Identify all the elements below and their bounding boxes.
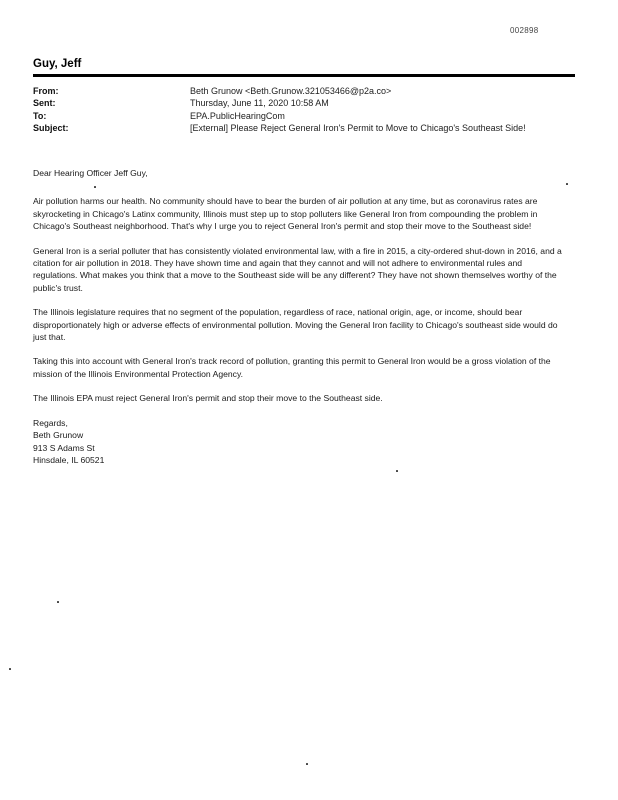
from-row [33,85,573,97]
from-label: From: [33,86,59,96]
scan-speck [396,470,398,472]
body-paragraph: Air pollution harms our health. No community should have to bear the burden of air pollution at any time, but as coronavirus rates are skyrocketing in Chicago's Latinx community, Illinois must step up to stop polluters like General Iron from compounding the problem in Chicago's Southeast neighborhood. That's why I urge you to reject General Iron's permit and stop their move to the Southeast side! [33,196,538,232]
sent-row [33,97,573,109]
scan-speck [306,763,308,765]
salutation: Dear Hearing Officer Jeff Guy, [33,168,148,178]
email-body [33,167,563,466]
sent-value: Thursday, June 11, 2020 10:58 AM [190,98,329,109]
body-paragraph: The Illinois EPA must reject General Iron's permit and stop their move to the Southeast side. [33,393,383,404]
body-paragraph: The Illinois legislature requires that no segment of the population, regardless of race, national origin, age, or income, should bear disproportionately high or adverse effects of environmental pollution. Moving the General Iron facility to Chicago's southeast side would do just that. [33,307,558,343]
signature-block [33,417,563,467]
email-headers [33,85,573,135]
sent-label: Sent: [33,98,56,109]
scan-speck [566,183,568,185]
body-paragraph: General Iron is a serial polluter that has consistently violated environmental law, with a fire in 2015, a city-ordered shut-down in 2016, and a citation for air pollution in 2018. They have shown time and again that they cannot and will not adhere to environmental rules and regulations. What makes you think that a move to the Southeast side will be any different? They have not shown themselves worthy of the public's trust. [33,245,562,293]
scan-speck [94,186,96,188]
subject-row [33,122,573,134]
signature-name: Beth Grunow [33,430,84,441]
bates-page-number: 002898 [510,26,539,35]
from-value: Beth Grunow <Beth.Grunow.321053466@p2a.co> [190,86,392,96]
signature-city: Hinsdale, IL 60521 [33,454,105,465]
mailbox-owner-name: Guy, Jeff [33,58,82,70]
body-paragraph: Taking this into account with General Iron's track record of pollution, granting this permit to General Iron would be a gross violation of the mission of the Illinois Environmental Protection Agency. [33,356,551,379]
scan-speck [9,668,11,670]
to-value: EPA.PublicHearingCom [190,110,285,121]
subject-value: [External] Please Reject General Iron's Permit to Move to Chicago's Southeast Side! [190,123,526,134]
to-row [33,110,573,122]
header-divider [33,74,575,77]
to-label: To: [33,110,47,121]
subject-label: Subject: [33,123,69,134]
scan-speck [57,601,59,603]
signature-street: 913 S Adams St [33,442,95,453]
closing: Regards, [33,417,68,428]
